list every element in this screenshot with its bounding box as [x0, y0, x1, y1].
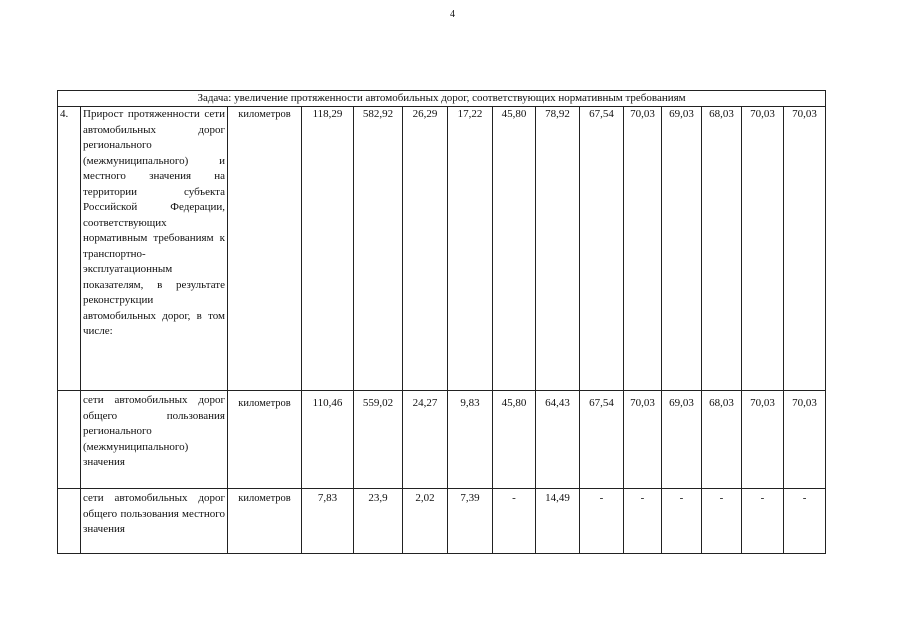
row-unit: километров — [228, 107, 302, 391]
value-cell: 70,03 — [624, 107, 662, 391]
value-cell: - — [662, 489, 702, 554]
value-cell: 68,03 — [702, 391, 742, 489]
value-cell: 2,02 — [403, 489, 448, 554]
value-cell: 70,03 — [624, 391, 662, 489]
row-description: сети автомобильных дорог общего пользования регионального (межмуниципального) значения — [81, 391, 228, 489]
value-cell: 14,49 — [536, 489, 580, 554]
table-row — [58, 107, 826, 391]
value-cell: 67,54 — [580, 391, 624, 489]
value-cell: - — [624, 489, 662, 554]
table-row — [58, 489, 826, 554]
row-unit: километров — [228, 489, 302, 554]
value-cell: - — [580, 489, 624, 554]
value-cell: 70,03 — [784, 107, 826, 391]
value-cell: 23,9 — [354, 489, 403, 554]
value-cell: 7,83 — [302, 489, 354, 554]
value-cell: 17,22 — [448, 107, 493, 391]
value-cell: 45,80 — [493, 107, 536, 391]
table-row — [58, 391, 826, 489]
value-cell: 7,39 — [448, 489, 493, 554]
row-number: 4. — [58, 107, 81, 391]
value-cell: 70,03 — [742, 391, 784, 489]
row-description: Прирост протяженности сети автомобильных дорог регионального (межмуниципального) и местного значения на территории субъекта Российской Федерации, соответствующих нормативным требованиям к транспортно-эксплуатационным показателям, в результате реконструкции автомобильных дорог, в том числе: — [81, 107, 228, 391]
value-cell: - — [742, 489, 784, 554]
value-cell: 26,29 — [403, 107, 448, 391]
value-cell: 24,27 — [403, 391, 448, 489]
value-cell: 45,80 — [493, 391, 536, 489]
value-cell: 70,03 — [784, 391, 826, 489]
value-cell: 68,03 — [702, 107, 742, 391]
value-cell: 118,29 — [302, 107, 354, 391]
row-description: сети автомобильных дорог общего пользования местного значения — [81, 489, 228, 554]
value-cell: 67,54 — [580, 107, 624, 391]
page-number: 4 — [450, 9, 455, 20]
value-cell: 582,92 — [354, 107, 403, 391]
value-cell: 70,03 — [742, 107, 784, 391]
task-title: Задача: увеличение протяженности автомобильных дорог, соответствующих нормативным требованиям — [58, 91, 826, 107]
task-header-row — [58, 91, 826, 107]
indicator-table — [57, 90, 826, 554]
value-cell: 69,03 — [662, 107, 702, 391]
value-cell: - — [702, 489, 742, 554]
row-unit: километров — [228, 391, 302, 489]
value-cell: 78,92 — [536, 107, 580, 391]
row-number — [58, 489, 81, 554]
value-cell: 69,03 — [662, 391, 702, 489]
value-cell: 110,46 — [302, 391, 354, 489]
value-cell: 9,83 — [448, 391, 493, 489]
value-cell: 559,02 — [354, 391, 403, 489]
value-cell: - — [493, 489, 536, 554]
value-cell: 64,43 — [536, 391, 580, 489]
row-number — [58, 391, 81, 489]
value-cell: - — [784, 489, 826, 554]
